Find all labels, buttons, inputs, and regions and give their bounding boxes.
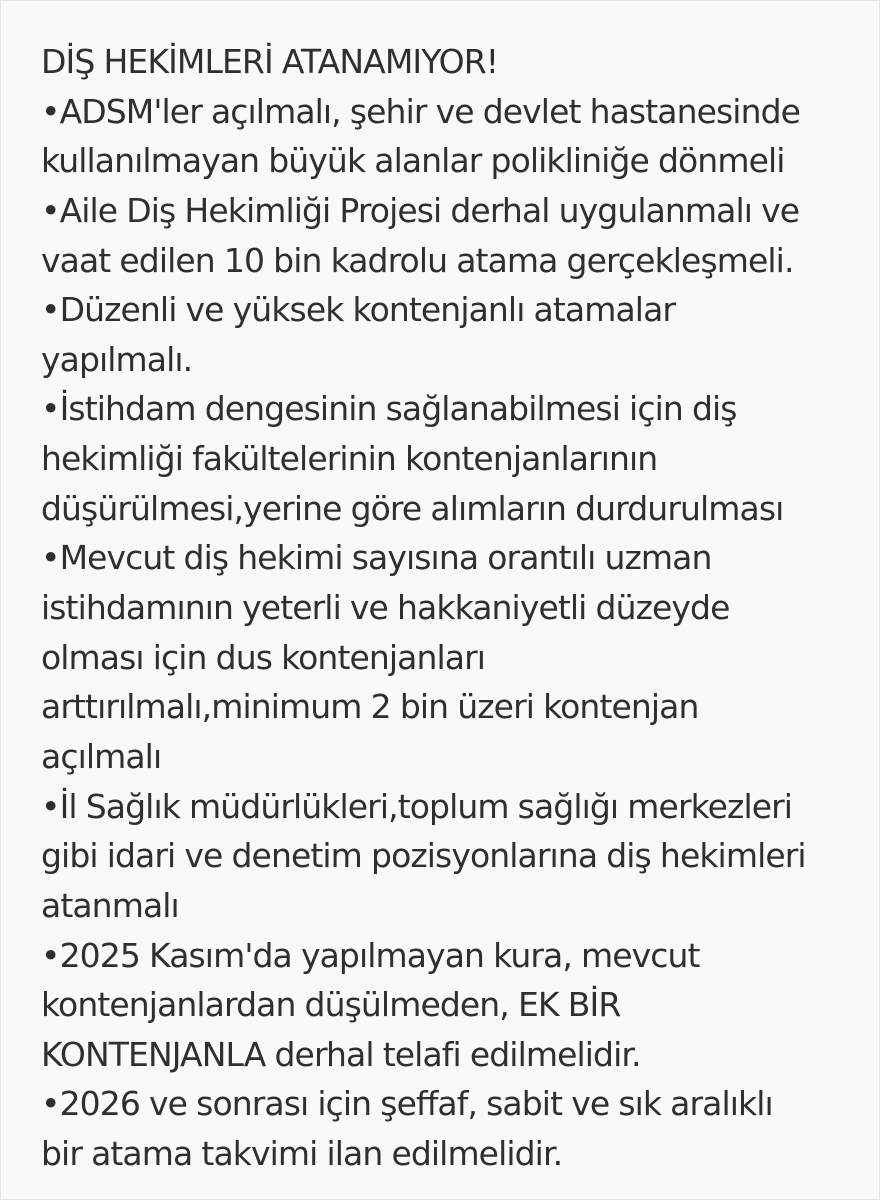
note-line: •2025 Kasım'da yapılmayan kura, mevcut bbox=[41, 935, 700, 975]
note-line: •İl Sağlık müdürlükleri,toplum sağlığı merkezleri bbox=[41, 786, 793, 826]
note-line: •Mevcut diş hekimi sayısına orantılı uzman bbox=[41, 538, 712, 578]
note-line: •İstihdam dengesinin sağlanabilmesi için diş bbox=[41, 389, 737, 429]
note-line: yapılmalı. bbox=[41, 339, 193, 379]
note-line: açılmalı bbox=[41, 736, 162, 776]
note-line: olması için dus kontenjanları bbox=[41, 637, 486, 677]
note-line: •ADSM'ler açılmalı, şehir ve devlet hastanesinde bbox=[41, 91, 801, 131]
note-line: hekimliği fakültelerinin kontenjanlarının bbox=[41, 439, 658, 479]
note-line: arttırılmalı,minimum 2 bin üzeri kontenjan bbox=[41, 687, 699, 727]
note-line: KONTENJANLA derhal telafi edilmelidir. bbox=[41, 1034, 641, 1074]
note-line: düşürülmesi,yerine göre alımların durdurulması bbox=[41, 488, 784, 528]
note-line: •Aile Diş Hekimliği Projesi derhal uygulanmalı ve bbox=[41, 190, 800, 230]
note-line: vaat edilen 10 bin kadrolu atama gerçekleşmeli. bbox=[41, 240, 794, 280]
note-line: kullanılmayan büyük alanlar polikliniğe dönmeli bbox=[41, 141, 785, 181]
note-title: DİŞ HEKİMLERİ ATANAMIYOR! bbox=[41, 42, 499, 81]
note-line: istihdamının yeterli ve hakkaniyetli düzeyde bbox=[41, 588, 730, 628]
note-line: •Düzenli ve yüksek kontenjanlı atamalar bbox=[41, 290, 676, 330]
note-text bbox=[41, 37, 871, 1179]
note-line: kontenjanlardan düşülmeden, EK BİR bbox=[41, 985, 621, 1025]
note-line: gibi idari ve denetim pozisyonlarına diş hekimleri bbox=[41, 836, 806, 876]
note-line: •2026 ve sonrası için şeffaf, sabit ve sık aralıklı bbox=[41, 1084, 773, 1124]
note-line: atanmalı bbox=[41, 885, 179, 925]
note-line: bir atama takvimi ilan edilmelidir. bbox=[41, 1134, 563, 1174]
